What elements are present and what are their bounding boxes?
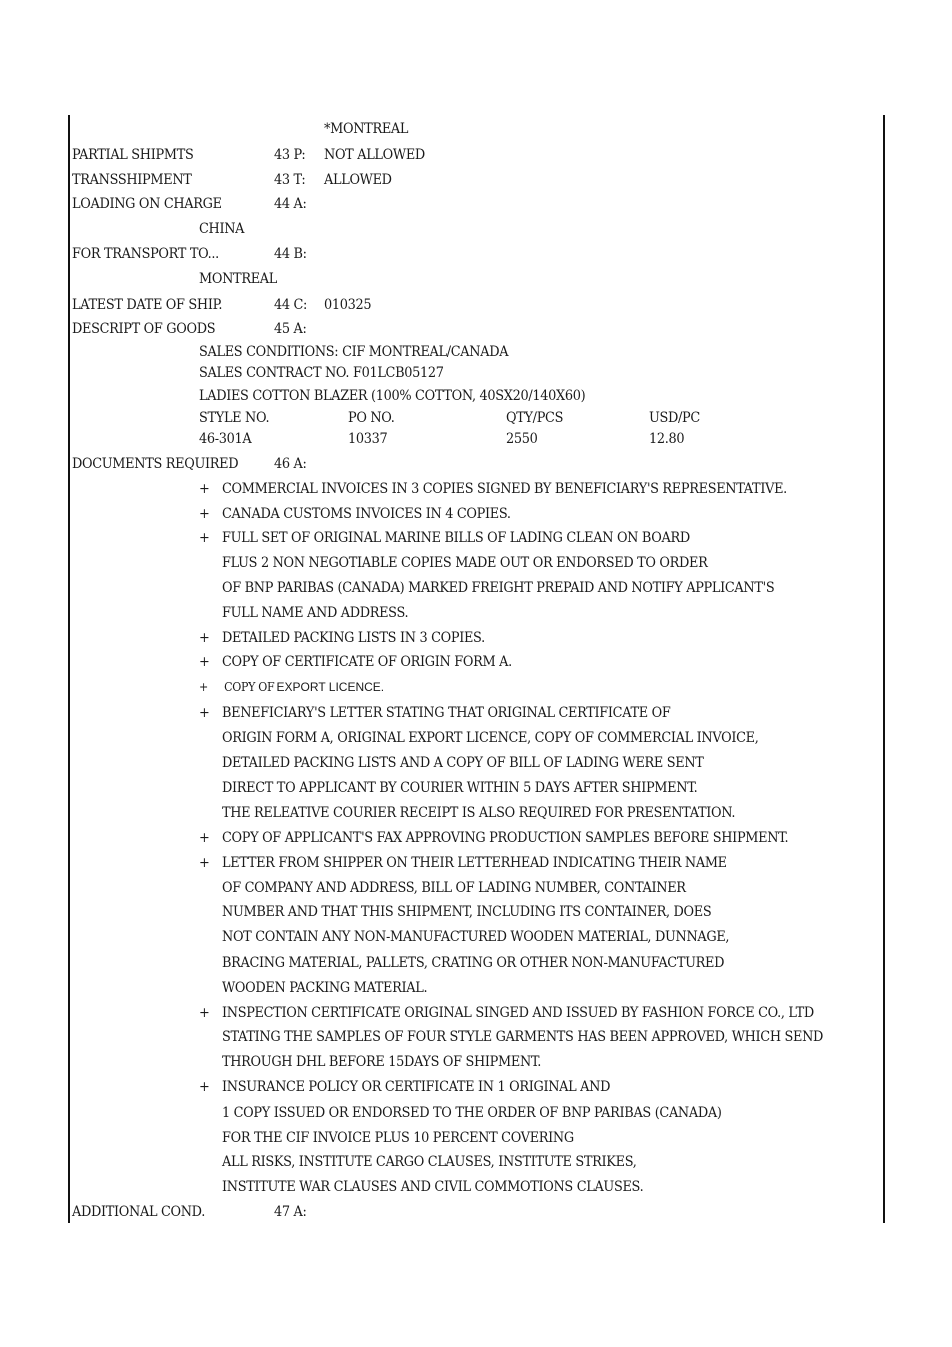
doc-line: DETAILED PACKING LISTS AND A COPY OF BILL OF LADING WERE SENT [222,755,704,771]
doc-bullet: + [199,1079,210,1095]
doc-line: DETAILED PACKING LISTS IN 3 COPIES. [222,630,485,646]
doc-line: ALL RISKS, INSTITUTE CARGO CLAUSES, INSTITUTE STRIKES, [222,1154,637,1170]
field-label-latest-date: LATEST DATE OF SHIP. [72,297,223,313]
goods-cell-style-no: 46-301A [199,431,252,447]
doc-line: INSPECTION CERTIFICATE ORIGINAL SINGED AND ISSUED BY FASHION FORCE CO., LTD [222,1005,814,1021]
doc-bullet: + [199,680,208,694]
field-value-transshipment: ALLOWED [324,172,392,188]
field-label-partial-shipments: PARTIAL SHIPMTS [72,147,194,163]
doc-line: COPY OF CERTIFICATE OF ORIGIN FORM A. [222,654,512,670]
doc-line: THROUGH DHL BEFORE 15DAYS OF SHIPMENT. [222,1054,542,1070]
goods-column-po-no: PO NO. [348,410,395,426]
field-code-additional-cond: 47 A: [274,1204,307,1220]
field-code-documents-required: 46 A: [274,456,307,472]
field-label-documents-required: DOCUMENTS REQUIRED [72,456,239,472]
field-label-additional-cond: ADDITIONAL COND. [72,1204,205,1220]
goods-column-usd-pc: USD/PC [649,410,700,426]
field-code-partial-shipments: 43 P: [274,147,306,163]
doc-line: DIRECT TO APPLICANT BY COURIER WITHIN 5 DAYS AFTER SHIPMENT. [222,780,698,796]
doc-line: THE RELEATIVE COURIER RECEIPT IS ALSO REQUIRED FOR PRESENTATION. [222,805,736,821]
doc-line: COMMERCIAL INVOICES IN 3 COPIES SIGNED BY BENEFICIARY'S REPRESENTATIVE. [222,481,787,497]
doc-line: 1 COPY ISSUED OR ENDORSED TO THE ORDER OF BNP PARIBAS (CANADA) [222,1105,722,1121]
doc-line: BRACING MATERIAL, PALLETS, CRATING OR OTHER NON-MANUFACTURED [222,955,725,971]
doc-line: ORIGIN FORM A, ORIGINAL EXPORT LICENCE, COPY OF COMMERCIAL INVOICE, [222,730,759,746]
doc-line: CANADA CUSTOMS INVOICES IN 4 COPIES. [222,506,511,522]
doc-bullet: + [199,630,210,646]
doc-bullet: + [199,654,210,670]
goods-column-style-no: STYLE NO. [199,410,270,426]
goods-description: LADIES COTTON BLAZER (100% COTTON, 40SX20/140X60) [199,388,586,404]
goods-cell-usd-pc: 12.80 [649,431,685,447]
doc-bullet: + [199,1005,210,1021]
sales-conditions: SALES CONDITIONS: CIF MONTREAL/CANADA [199,344,509,360]
header-montreal: *MONTREAL [324,121,409,137]
doc-line: STATING THE SAMPLES OF FOUR STYLE GARMENTS HAS BEEN APPROVED, WHICH SEND [222,1029,824,1045]
doc-bullet: + [199,855,210,871]
field-value-partial-shipments: NOT ALLOWED [324,147,425,163]
doc-line: FULL SET OF ORIGINAL MARINE BILLS OF LADING CLEAN ON BOARD [222,530,690,546]
field-code-transshipment: 43 T: [274,172,306,188]
doc-line: BENEFICIARY'S LETTER STATING THAT ORIGINAL CERTIFICATE OF [222,705,671,721]
doc-line: NUMBER AND THAT THIS SHIPMENT, INCLUDING ITS CONTAINER, DOES [222,904,712,920]
doc-line-prefix: COPY OF [224,680,275,694]
doc-line: NOT CONTAIN ANY NON-MANUFACTURED WOODEN MATERIAL, DUNNAGE, [222,929,730,945]
doc-bullet: + [199,705,210,721]
doc-line: LETTER FROM SHIPPER ON THEIR LETTERHEAD INDICATING THEIR NAME [222,855,727,871]
transport-to-value: MONTREAL [199,271,277,287]
field-code-latest-date: 44 C: [274,297,308,313]
left-border-line [68,115,70,1223]
right-border-line [883,115,885,1223]
field-label-transshipment: TRANSSHIPMENT [72,172,192,188]
doc-line: OF BNP PARIBAS (CANADA) MARKED FREIGHT PREPAID AND NOTIFY APPLICANT'S [222,580,775,596]
sales-contract: SALES CONTRACT NO. F01LCB05127 [199,365,444,381]
field-code-descript-of-goods: 45 A: [274,321,307,337]
goods-cell-po-no: 10337 [348,431,388,447]
doc-line: FLUS 2 NON NEGOTIABLE COPIES MADE OUT OR ENDORSED TO ORDER [222,555,708,571]
doc-bullet: + [199,530,210,546]
doc-bullet: + [199,506,210,522]
doc-bullet: + [199,481,210,497]
doc-line-suffix: EXPORT LICENCE. [276,680,385,694]
field-value-latest-date: 010325 [324,297,372,313]
loading-place-value: CHINA [199,221,245,237]
doc-bullet: + [199,830,210,846]
field-label-loading-on-charge: LOADING ON CHARGE [72,196,222,212]
field-code-transport-to: 44 B: [274,246,307,262]
doc-line: INSTITUTE WAR CLAUSES AND CIVIL COMMOTIONS CLAUSES. [222,1179,644,1195]
doc-line: OF COMPANY AND ADDRESS, BILL OF LADING NUMBER, CONTAINER [222,880,686,896]
goods-column-qty: QTY/PCS [506,410,564,426]
doc-line: COPY OF APPLICANT'S FAX APPROVING PRODUCTION SAMPLES BEFORE SHIPMENT. [222,830,789,846]
doc-line: WOODEN PACKING MATERIAL. [222,980,428,996]
doc-line: FULL NAME AND ADDRESS. [222,605,409,621]
doc-line-export-licence [222,678,384,696]
field-code-loading-on-charge: 44 A: [274,196,307,212]
field-label-transport-to: FOR TRANSPORT TO... [72,246,219,262]
doc-line: FOR THE CIF INVOICE PLUS 10 PERCENT COVERING [222,1130,574,1146]
doc-line: INSURANCE POLICY OR CERTIFICATE IN 1 ORIGINAL AND [222,1079,611,1095]
field-label-descript-of-goods: DESCRIPT OF GOODS [72,321,216,337]
goods-cell-qty: 2550 [506,431,538,447]
